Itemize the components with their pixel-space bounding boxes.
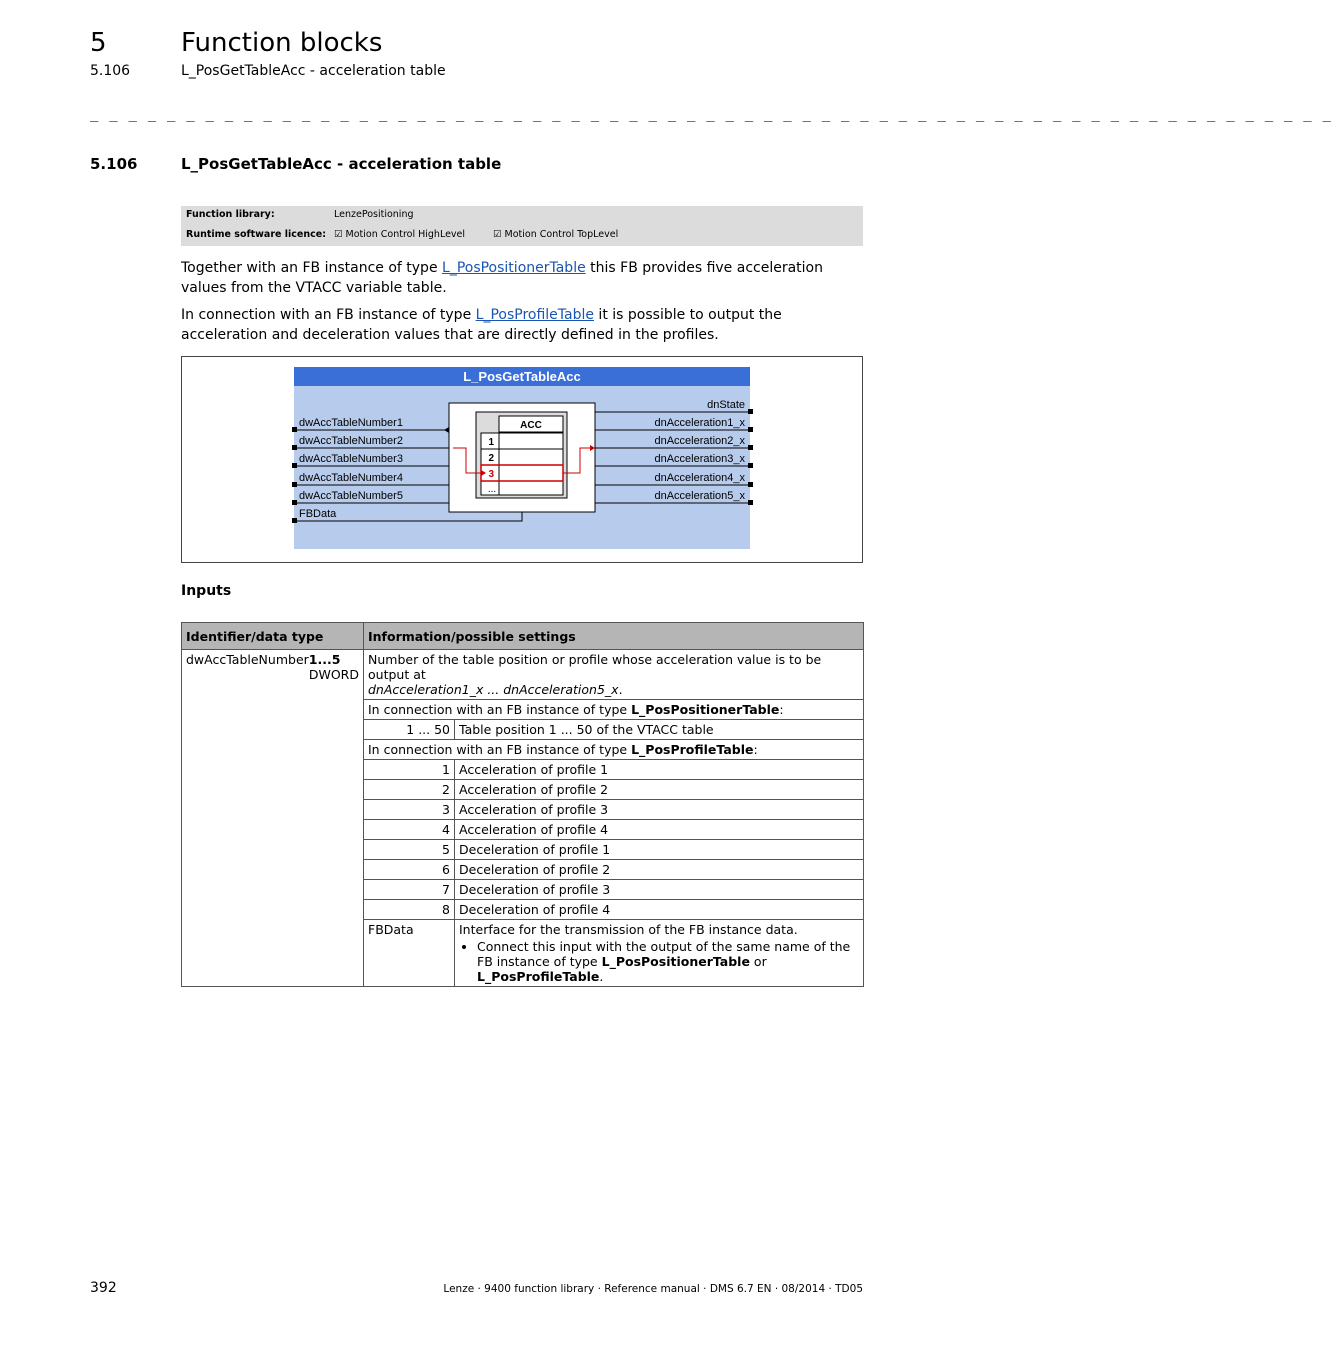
profile-text: Deceleration of profile 2: [455, 860, 864, 880]
fbdata-desc-text: Interface for the transmission of the FB instance data.: [459, 922, 798, 937]
input-label-5: dwAccTableNumber5: [299, 490, 403, 502]
output-label-2: dnAcceleration2_x: [654, 435, 745, 447]
bullet-or: or: [753, 954, 767, 969]
library-info-box: [181, 206, 863, 246]
chapter-number: 5: [90, 28, 107, 58]
licence-highlevel: ☑ Motion Control HighLevel: [334, 229, 466, 240]
acc-table-header: ACC: [520, 420, 542, 431]
profile-text: Acceleration of profile 2: [455, 780, 864, 800]
conn-text: In connection with an FB instance of type: [368, 742, 632, 757]
input-label-fbdata: FBData: [299, 508, 337, 520]
profile-text: Acceleration of profile 3: [455, 800, 864, 820]
link-profile-table[interactable]: L_PosProfileTable: [475, 307, 594, 323]
library-value: LenzePositioning: [334, 209, 414, 220]
output-label-5: dnAcceleration5_x: [654, 490, 745, 502]
bullet-fb-1: L_PosPositionerTable: [601, 954, 750, 969]
desc-acc-table-number: Number of the table position or profile whose acceleration value is to be output at dnAcceleration1_x ... dnAcceleration5_x.: [364, 650, 864, 700]
col-identifier: Identifier/data type: [182, 623, 364, 650]
header-section-title: L_PosGetTableAcc - acceleration table: [181, 63, 446, 79]
profile-number: 2: [364, 780, 455, 800]
output-label-4: dnAcceleration4_x: [654, 472, 745, 484]
table-header-row: [182, 623, 864, 650]
bullet-fb-2: L_PosProfileTable: [477, 969, 600, 984]
header-section-number: 5.106: [90, 63, 131, 79]
input-label-2: dwAccTableNumber2: [299, 435, 403, 447]
section-title: L_PosGetTableAcc - acceleration table: [181, 155, 502, 173]
identifier-range: 1...5: [308, 652, 341, 667]
col-information: Information/possible settings: [364, 623, 864, 650]
inputs-heading: Inputs: [181, 583, 232, 599]
conn-fb-name: L_PosPositionerTable: [631, 702, 780, 717]
conn-positioner: In connection with an FB instance of type L_PosPositionerTable:: [364, 700, 864, 720]
conn-fb-name: L_PosProfileTable: [631, 742, 754, 757]
fbdata-bullets: [459, 939, 859, 984]
header-separator: _ _ _ _ _ _ _ _ _ _ _ _ _ _ _ _ _ _ _ _ _ _ _ _ _ _ _ _ _ _ _ _ _ _ _ _ _ _ _ _ _ _ _ _ _ _ _ _ _ _ _ _ _ _ _ _ _ _ _ _ _ _ _ _ _: [90, 106, 1332, 122]
profile-number: 3: [364, 800, 455, 820]
licence-label: Runtime software licence:: [186, 229, 326, 240]
input-label-4: dwAccTableNumber4: [299, 472, 403, 484]
profile-text: Deceleration of profile 4: [455, 900, 864, 920]
range-value: 1 ... 50: [364, 720, 455, 740]
acc-row-2: 2: [488, 453, 494, 464]
conn-text: In connection with an FB instance of type: [368, 702, 632, 717]
para2-text-end: it is possible to output the acceleration and deceleration values that are directly defined in the profiles.: [181, 307, 782, 343]
fb-diagram: [294, 367, 754, 550]
library-label: Function library:: [186, 209, 275, 220]
output-label-1: dnAcceleration1_x: [654, 417, 745, 429]
conn-profile: In connection with an FB instance of type L_PosProfileTable:: [364, 740, 864, 760]
output-label-state: dnState: [707, 399, 745, 411]
para2-text: In connection with an FB instance of type: [181, 307, 476, 323]
profile-number: 8: [364, 900, 455, 920]
fbdata-bullet: • Connect this input with the output of the same name of the FB instance of type L_PosPositionerTable or L_PosProfileTable.: [477, 939, 859, 984]
acc-row-more: ...: [487, 484, 497, 495]
identifier-fbdata: FBData: [364, 920, 455, 987]
output-label-3: dnAcceleration3_x: [654, 453, 745, 465]
identifier-type: DWORD: [308, 667, 359, 682]
inputs-table: [181, 622, 864, 987]
desc-outputs: dnAcceleration1_x ... dnAcceleration5_x: [368, 682, 619, 697]
acc-row-3: 3: [488, 469, 494, 480]
page-number: 392: [90, 1280, 117, 1296]
identifier-name: dwAccTableNumber: [186, 652, 309, 667]
para1-text-end: this FB provides five acceleration values from the VTACC variable table.: [181, 260, 823, 296]
link-positioner-table[interactable]: L_PosPositionerTable: [442, 260, 586, 276]
input-label-3: dwAccTableNumber3: [299, 453, 403, 465]
licence-toplevel: ☑ Motion Control TopLevel: [493, 229, 619, 240]
intro-paragraph-1: [181, 258, 871, 298]
profile-number: 7: [364, 880, 455, 900]
footer-text: Lenze · 9400 function library · Reference manual · DMS 6.7 EN · 08/2014 · TD05: [443, 1283, 863, 1295]
identifier-acc-table-number: [182, 650, 364, 987]
diagram-title: L_PosGetTableAcc: [463, 369, 581, 384]
profile-text: Deceleration of profile 3: [455, 880, 864, 900]
para1-text: Together with an FB instance of type: [181, 260, 443, 276]
profile-text: Acceleration of profile 4: [455, 820, 864, 840]
profile-text: Deceleration of profile 1: [455, 840, 864, 860]
profile-number: 1: [364, 760, 455, 780]
profile-number: 5: [364, 840, 455, 860]
profile-text: Acceleration of profile 1: [455, 760, 864, 780]
table-row: [182, 650, 864, 700]
desc-text: Number of the table position or profile whose acceleration value is to be output at: [368, 652, 822, 682]
acc-row-1: 1: [488, 437, 494, 448]
range-text: Table position 1 ... 50 of the VTACC table: [455, 720, 864, 740]
intro-paragraph-2: [181, 305, 871, 345]
chapter-title: Function blocks: [181, 28, 383, 58]
profile-number: 4: [364, 820, 455, 840]
input-label-1: dwAccTableNumber1: [299, 417, 403, 429]
section-number: 5.106: [90, 155, 138, 173]
bullet-text: Connect this input with the output of the same name of the FB instance of type: [477, 939, 851, 969]
desc-fbdata: [455, 920, 864, 987]
profile-number: 6: [364, 860, 455, 880]
